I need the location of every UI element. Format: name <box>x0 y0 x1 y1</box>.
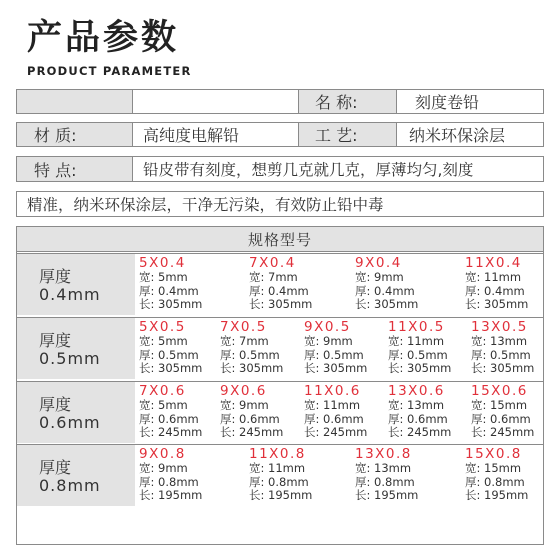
model-length: 长: 305mm <box>304 361 368 375</box>
model-width: 宽: 7mm <box>249 270 298 284</box>
spec-row <box>17 253 543 315</box>
model-name: 7X0.4 <box>249 255 296 271</box>
model-thickness: 厚: 0.6mm <box>304 411 364 426</box>
param-row-feature <box>16 156 544 182</box>
model-item <box>465 255 528 312</box>
model-name: 7X0.5 <box>220 319 267 335</box>
model-width: 宽: 11mm <box>388 334 445 348</box>
model-width: 宽: 11mm <box>249 461 306 475</box>
page-title: 产品参数 <box>27 18 180 58</box>
model-thickness: 厚: 0.4mm <box>249 283 309 298</box>
spec-row <box>17 444 543 506</box>
page-subtitle: PRODUCT PARAMETER <box>27 64 192 78</box>
model-width: 宽: 9mm <box>355 270 404 284</box>
model-name: 5X0.5 <box>139 319 186 335</box>
thickness-cell <box>17 382 135 443</box>
model-width: 宽: 11mm <box>304 398 361 412</box>
feature-line-2: 精准，纳米环保涂层，干净无污染，有效防止铅中毒 <box>27 196 384 214</box>
model-item <box>139 446 202 503</box>
craft-value: 纳米环保涂层 <box>396 123 543 146</box>
thickness-cell <box>17 445 135 506</box>
model-length: 长: 305mm <box>139 297 203 311</box>
name-label: 名 称: <box>298 90 396 113</box>
model-length: 长: 245mm <box>304 425 368 439</box>
model-item <box>355 255 418 312</box>
model-length: 长: 245mm <box>471 425 535 439</box>
thickness-value: 0.6mm <box>39 413 101 432</box>
model-width: 宽: 9mm <box>220 398 269 412</box>
model-name: 11X0.8 <box>249 446 306 462</box>
model-name: 15X0.6 <box>471 383 528 399</box>
thickness-label: 厚度 <box>39 267 72 286</box>
feature-label: 特 点: <box>17 157 132 181</box>
model-thickness: 厚: 0.5mm <box>471 347 531 362</box>
model-length: 长: 305mm <box>465 297 529 311</box>
feature-line-1: 铅皮带有刻度，想剪几克就几克，厚薄均匀,刻度 <box>132 157 543 181</box>
model-name: 13X0.8 <box>355 446 412 462</box>
model-thickness: 厚: 0.6mm <box>139 411 199 426</box>
model-width: 宽: 9mm <box>139 461 188 475</box>
param-row-material <box>16 122 544 147</box>
model-width: 宽: 13mm <box>355 461 412 475</box>
model-width: 宽: 9mm <box>304 334 353 348</box>
model-name: 11X0.4 <box>465 255 522 271</box>
model-thickness: 厚: 0.4mm <box>465 283 525 298</box>
param-row-feature-cont <box>16 191 544 217</box>
model-name: 5X0.4 <box>139 255 186 271</box>
model-thickness: 厚: 0.8mm <box>139 474 199 489</box>
model-length: 长: 305mm <box>220 361 284 375</box>
model-thickness: 厚: 0.5mm <box>139 347 199 362</box>
thickness-cell <box>17 318 135 379</box>
thickness-label: 厚度 <box>39 395 72 414</box>
thickness-label: 厚度 <box>39 331 72 350</box>
spec-row <box>17 317 543 379</box>
model-length: 长: 245mm <box>139 425 203 439</box>
thickness-value: 0.4mm <box>39 285 101 304</box>
spec-row <box>17 381 543 443</box>
blank-value-cell <box>132 90 298 113</box>
thickness-cell <box>17 254 135 315</box>
craft-label: 工 艺: <box>298 123 396 146</box>
model-item <box>304 319 367 376</box>
model-length: 长: 195mm <box>355 488 419 502</box>
model-item <box>355 446 418 503</box>
model-length: 长: 305mm <box>388 361 452 375</box>
model-length: 长: 245mm <box>220 425 284 439</box>
material-value: 高纯度电解铅 <box>132 123 298 146</box>
model-length: 长: 305mm <box>139 361 203 375</box>
param-row-name <box>16 89 544 114</box>
model-width: 宽: 13mm <box>471 334 528 348</box>
model-length: 长: 305mm <box>471 361 535 375</box>
model-item <box>220 319 283 376</box>
spec-header: 规格型号 <box>17 227 543 252</box>
model-item <box>304 383 367 440</box>
model-name: 13X0.6 <box>388 383 445 399</box>
model-name: 13X0.5 <box>471 319 528 335</box>
model-thickness: 厚: 0.6mm <box>471 411 531 426</box>
model-thickness: 厚: 0.6mm <box>388 411 448 426</box>
model-length: 长: 305mm <box>249 297 313 311</box>
model-thickness: 厚: 0.8mm <box>249 474 309 489</box>
model-thickness: 厚: 0.5mm <box>388 347 448 362</box>
model-width: 宽: 5mm <box>139 398 188 412</box>
model-length: 长: 195mm <box>139 488 203 502</box>
model-width: 宽: 5mm <box>139 270 188 284</box>
model-length: 长: 245mm <box>388 425 452 439</box>
model-name: 7X0.6 <box>139 383 186 399</box>
blank-label-cell <box>17 90 132 113</box>
model-item <box>249 255 312 312</box>
model-item <box>388 319 451 376</box>
model-item <box>139 255 202 312</box>
model-item <box>139 383 202 440</box>
model-name: 11X0.5 <box>388 319 445 335</box>
model-thickness: 厚: 0.6mm <box>220 411 280 426</box>
model-length: 长: 305mm <box>355 297 419 311</box>
model-name: 15X0.8 <box>465 446 522 462</box>
model-item <box>220 383 283 440</box>
material-label: 材 质: <box>17 123 132 146</box>
model-thickness: 厚: 0.8mm <box>355 474 415 489</box>
model-name: 9X0.5 <box>304 319 351 335</box>
model-thickness: 厚: 0.4mm <box>355 283 415 298</box>
model-thickness: 厚: 0.5mm <box>220 347 280 362</box>
thickness-label: 厚度 <box>39 458 72 477</box>
model-name: 11X0.6 <box>304 383 361 399</box>
thickness-value: 0.8mm <box>39 476 101 495</box>
model-width: 宽: 11mm <box>465 270 522 284</box>
model-item <box>471 383 534 440</box>
model-width: 宽: 7mm <box>220 334 269 348</box>
model-item <box>249 446 312 503</box>
model-item <box>465 446 528 503</box>
model-length: 长: 195mm <box>249 488 313 502</box>
model-width: 宽: 15mm <box>471 398 528 412</box>
spec-table <box>16 226 544 545</box>
model-width: 宽: 15mm <box>465 461 522 475</box>
model-thickness: 厚: 0.8mm <box>465 474 525 489</box>
model-thickness: 厚: 0.4mm <box>139 283 199 298</box>
model-item <box>471 319 534 376</box>
thickness-value: 0.5mm <box>39 349 101 368</box>
name-value: 刻度卷铅 <box>396 90 543 113</box>
model-item <box>139 319 202 376</box>
model-name: 9X0.6 <box>220 383 267 399</box>
model-length: 长: 195mm <box>465 488 529 502</box>
model-thickness: 厚: 0.5mm <box>304 347 364 362</box>
model-name: 9X0.4 <box>355 255 402 271</box>
model-item <box>388 383 451 440</box>
model-width: 宽: 5mm <box>139 334 188 348</box>
model-width: 宽: 13mm <box>388 398 445 412</box>
model-name: 9X0.8 <box>139 446 186 462</box>
